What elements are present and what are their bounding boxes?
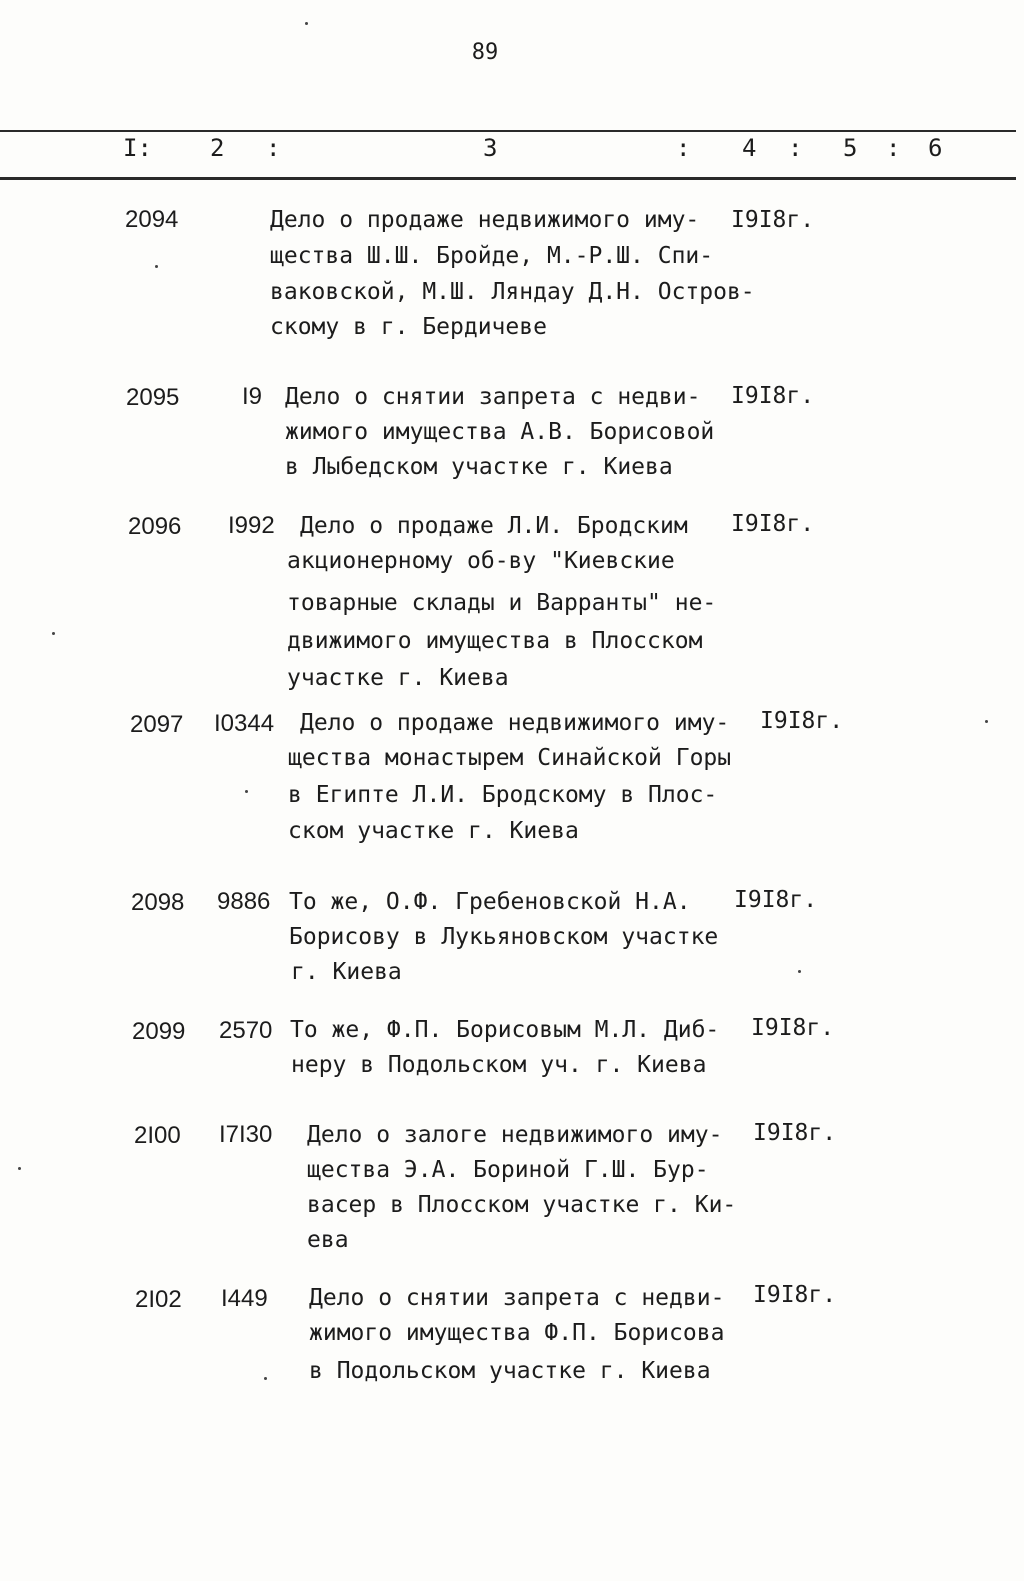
- scan-speck: [305, 22, 308, 25]
- file-number: I449: [221, 1285, 268, 1312]
- entry-description-line: васер в Плосском участке г. Ки-: [307, 1192, 737, 1218]
- entry-date: I9I8г.: [734, 887, 818, 913]
- file-number: 2570: [219, 1017, 273, 1044]
- column-header-5: 5: [843, 134, 858, 162]
- entry-date: I9I8г.: [731, 207, 815, 233]
- entry-description-line: в Лыбедском участке г. Киева: [285, 454, 673, 480]
- entry-description-line: То же, Ф.П. Борисовым М.Л. Диб-: [290, 1017, 720, 1043]
- entry-description-line: Дело о снятии запрета с недви-: [309, 1285, 725, 1311]
- entry-description-line: Дело о снятии запрета с недви-: [285, 384, 701, 410]
- entry-number: 2097: [130, 711, 184, 738]
- page-number: 89: [471, 40, 499, 65]
- entry-description-line: ваковской, М.Ш. Ляндау Д.Н. Остров-: [270, 279, 755, 305]
- scan-speck: [245, 790, 248, 793]
- entry-description-line: участке г. Киева: [287, 665, 509, 691]
- scan-speck: [798, 970, 801, 973]
- entry-date: I9I8г.: [731, 511, 815, 537]
- entry-description-line: движимого имущества в Плосском: [287, 628, 703, 654]
- scan-speck: [18, 1167, 21, 1170]
- column-header-6: 6: [928, 134, 943, 162]
- scan-speck: [52, 632, 55, 635]
- scan-speck: [155, 265, 158, 268]
- entry-number: 2098: [131, 889, 185, 916]
- entry-description-line: Борисову в Лукьяновском участке: [289, 924, 719, 950]
- entry-description-line: жимого имущества Ф.П. Борисова: [309, 1320, 725, 1346]
- entry-description-line: скому в г. Бердичеве: [270, 314, 547, 340]
- entry-description-line: щества Э.А. Бориной Г.Ш. Бур-: [307, 1157, 709, 1183]
- entry-description-line: ском участке г. Киева: [288, 818, 579, 844]
- file-number: I0344: [214, 710, 275, 737]
- entry-description-line: г. Киева: [291, 959, 402, 985]
- file-number: 9886: [217, 888, 271, 915]
- entry-date: I9I8г.: [751, 1015, 835, 1041]
- column-header-3: 3: [483, 134, 498, 162]
- entry-date: I9I8г.: [731, 383, 815, 409]
- header-bottom-rule: [0, 177, 1016, 180]
- entry-description-line: Дело о залоге недвижимого иму-: [307, 1122, 723, 1148]
- entry-description-line: Дело о продаже недвижимого иму-: [300, 710, 730, 736]
- file-number: I9: [242, 383, 263, 410]
- entry-date: I9I8г.: [753, 1282, 837, 1308]
- column-header-separator: :: [676, 134, 691, 162]
- column-header-4: 4: [742, 134, 757, 162]
- scan-speck: [985, 720, 988, 723]
- entry-description-line: ева: [307, 1227, 349, 1253]
- entry-number: 2099: [132, 1018, 186, 1045]
- column-header-2: 2: [210, 134, 225, 162]
- entry-date: I9I8г.: [760, 708, 844, 734]
- entry-description-line: Дело о продаже Л.И. Бродским: [300, 513, 688, 539]
- column-header-separator: :: [788, 134, 803, 162]
- entry-number: 2I00: [134, 1122, 181, 1149]
- entry-number: 2096: [128, 513, 182, 540]
- entry-description-line: акционерному об-ву "Киевские: [287, 548, 675, 574]
- header-top-rule: [0, 130, 1016, 132]
- entry-description-line: неру в Подольском уч. г. Киева: [291, 1052, 707, 1078]
- column-header-separator: :: [886, 134, 901, 162]
- scan-speck: [264, 1377, 267, 1380]
- column-header-1: I:: [123, 134, 152, 162]
- entry-number: 2094: [125, 206, 179, 233]
- entry-description-line: товарные склады и Варранты" не-: [287, 590, 717, 616]
- column-header-separator: :: [266, 134, 281, 162]
- entry-description-line: в Подольском участке г. Киева: [309, 1358, 711, 1384]
- entry-description-line: в Египте Л.И. Бродскому в Плос-: [288, 782, 718, 808]
- entry-description-line: щества монастырем Синайской Горы: [288, 745, 732, 771]
- entry-description-line: То же, О.Ф. Гребеновской Н.А.: [289, 889, 691, 915]
- entry-number: 2095: [126, 384, 180, 411]
- entry-date: I9I8г.: [753, 1120, 837, 1146]
- file-number: I7I30: [219, 1121, 273, 1148]
- entry-description-line: щества Ш.Ш. Бройде, М.-Р.Ш. Спи-: [270, 243, 714, 269]
- entry-description-line: жимого имущества А.В. Борисовой: [285, 419, 715, 445]
- entry-number: 2I02: [135, 1286, 182, 1313]
- entry-description-line: Дело о продаже недвижимого иму-: [270, 207, 700, 233]
- file-number: I992: [228, 512, 275, 539]
